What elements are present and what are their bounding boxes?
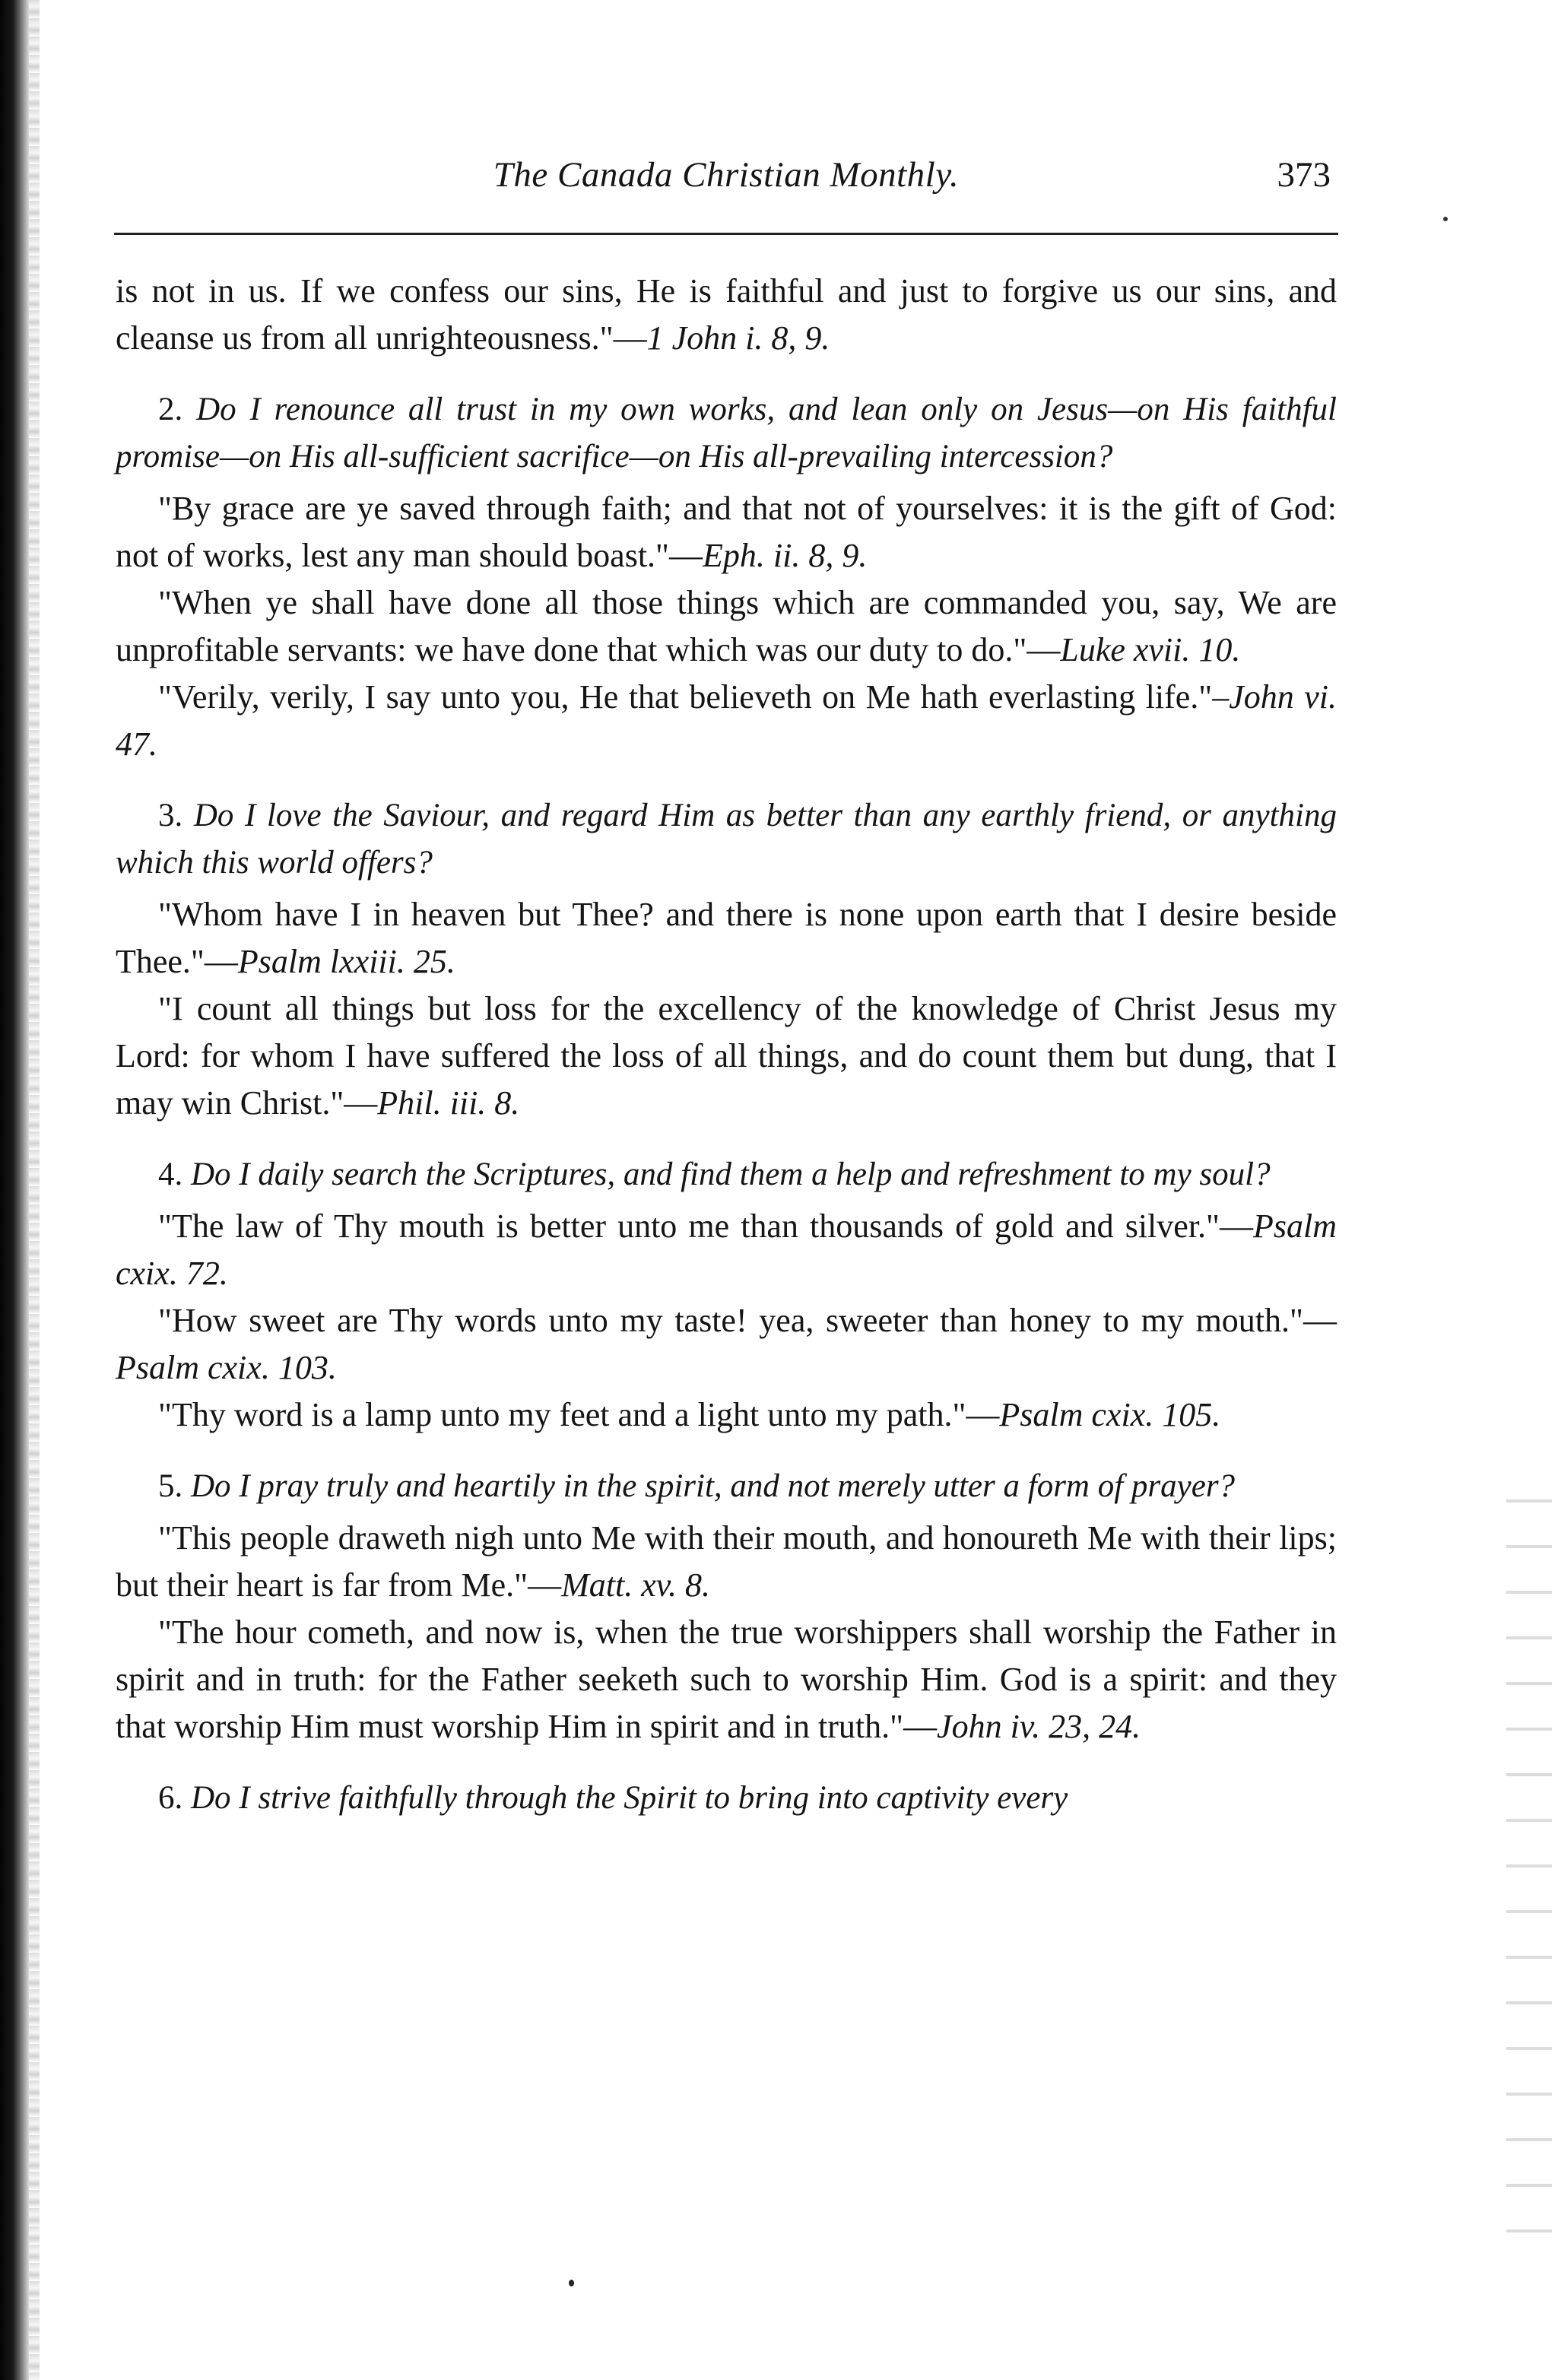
- question-6: 6. Do I strive faithfully through the Spirit to bring into captivity every: [158, 1780, 1068, 1816]
- quotation: "The hour cometh, and now is, when the true worshippers shall worship the Father in spirit and in truth: for the Father seeketh such to worship Him. God is a spirit: and they that worship Him must worship Him in spirit and in truth."—John iv. 23, 24.: [116, 1614, 1337, 1745]
- question-3: 3. Do I love the Saviour, and regard Him as better than any earthly friend, or anything which this world offers?: [116, 798, 1337, 881]
- speck: [569, 2280, 574, 2286]
- scripture-reference: Psalm cxix. 72.: [116, 1207, 1337, 1292]
- quotation: "Whom have I in heaven but Thee? and there is none upon earth that I desire beside Thee."—Psalm lxxiii. 25.: [116, 896, 1337, 980]
- quotation: "When ye shall have done all those things which are commanded you, say, We are unprofitable servants: we have done that which was our duty to do."—Luke xvii. 10.: [116, 584, 1337, 668]
- scripture-reference: Phil. iii. 8.: [377, 1084, 520, 1122]
- scripture-reference: Psalm lxxiii. 25.: [237, 943, 455, 980]
- scripture-reference: Luke xvii. 10.: [1060, 631, 1241, 668]
- paragraph-continuation: is not in us. If we confess our sins, He is faithful and just to forgive us our sins, and cleanse us from all unrighteousness."—1 John i. 8, 9.: [116, 272, 1337, 357]
- question-4: 4. Do I daily search the Scriptures, and find them a help and refreshment to my soul?: [158, 1157, 1271, 1192]
- question-number: 3.: [158, 798, 183, 833]
- scripture-reference: Psalm cxix. 105.: [999, 1396, 1221, 1433]
- scripture-reference: Psalm cxix. 103.: [116, 1349, 337, 1386]
- quotation: "By grace are ye saved through faith; and that not of yourselves: it is the gift of God: not of works, lest any man should boast."—Eph. ii. 8, 9.: [116, 490, 1337, 574]
- page-body: [116, 268, 1337, 1822]
- page-edge: [29, 0, 40, 2380]
- question-number: 6.: [158, 1780, 183, 1816]
- running-title: The Canada Christian Monthly.: [493, 155, 960, 195]
- speck: [1443, 217, 1448, 221]
- scripture-reference: John iv. 23, 24.: [937, 1708, 1141, 1745]
- margin-marks: [1506, 1483, 1552, 2243]
- quotation: "Verily, verily, I say unto you, He that believeth on Me hath everlasting life."–John vi. 47.: [116, 678, 1337, 763]
- page-header: [114, 154, 1338, 208]
- question-number: 2.: [158, 392, 183, 427]
- scripture-reference: Eph. ii. 8, 9.: [703, 537, 868, 574]
- scripture-reference: 1 John i. 8, 9.: [646, 319, 830, 357]
- quotation: "The law of Thy mouth is better unto me than thousands of gold and silver."—Psalm cxix. 72.: [116, 1207, 1337, 1292]
- quotation: "I count all things but loss for the excellency of the knowledge of Christ Jesus my Lord: for whom I have suffered the loss of all things, and do count them but dung, that I may win Christ."—Phil. iii. 8.: [116, 990, 1337, 1122]
- quotation: "This people draweth nigh unto Me with their mouth, and honoureth Me with their lips; but their heart is far from Me."—Matt. xv. 8.: [116, 1519, 1337, 1604]
- question-number: 4.: [158, 1157, 183, 1192]
- page-number: 373: [1277, 155, 1331, 195]
- book-binding-shadow: [0, 0, 29, 2380]
- scripture-reference: John vi. 47.: [116, 678, 1337, 763]
- quotation: "How sweet are Thy words unto my taste! yea, sweeter than honey to my mouth."—Psalm cxix. 103.: [116, 1302, 1337, 1386]
- question-2: 2. Do I renounce all trust in my own works, and lean only on Jesus—on His faithful promise—on His all-sufficient sacrifice—on His all-prevailing intercession?: [116, 392, 1337, 474]
- scripture-reference: Matt. xv. 8.: [561, 1566, 711, 1604]
- question-5: 5. Do I pray truly and heartily in the spirit, and not merely utter a form of prayer?: [158, 1468, 1236, 1504]
- question-number: 5.: [158, 1468, 183, 1504]
- quotation: "Thy word is a lamp unto my feet and a light unto my path."—Psalm cxix. 105.: [158, 1396, 1221, 1433]
- header-rule: [114, 233, 1338, 235]
